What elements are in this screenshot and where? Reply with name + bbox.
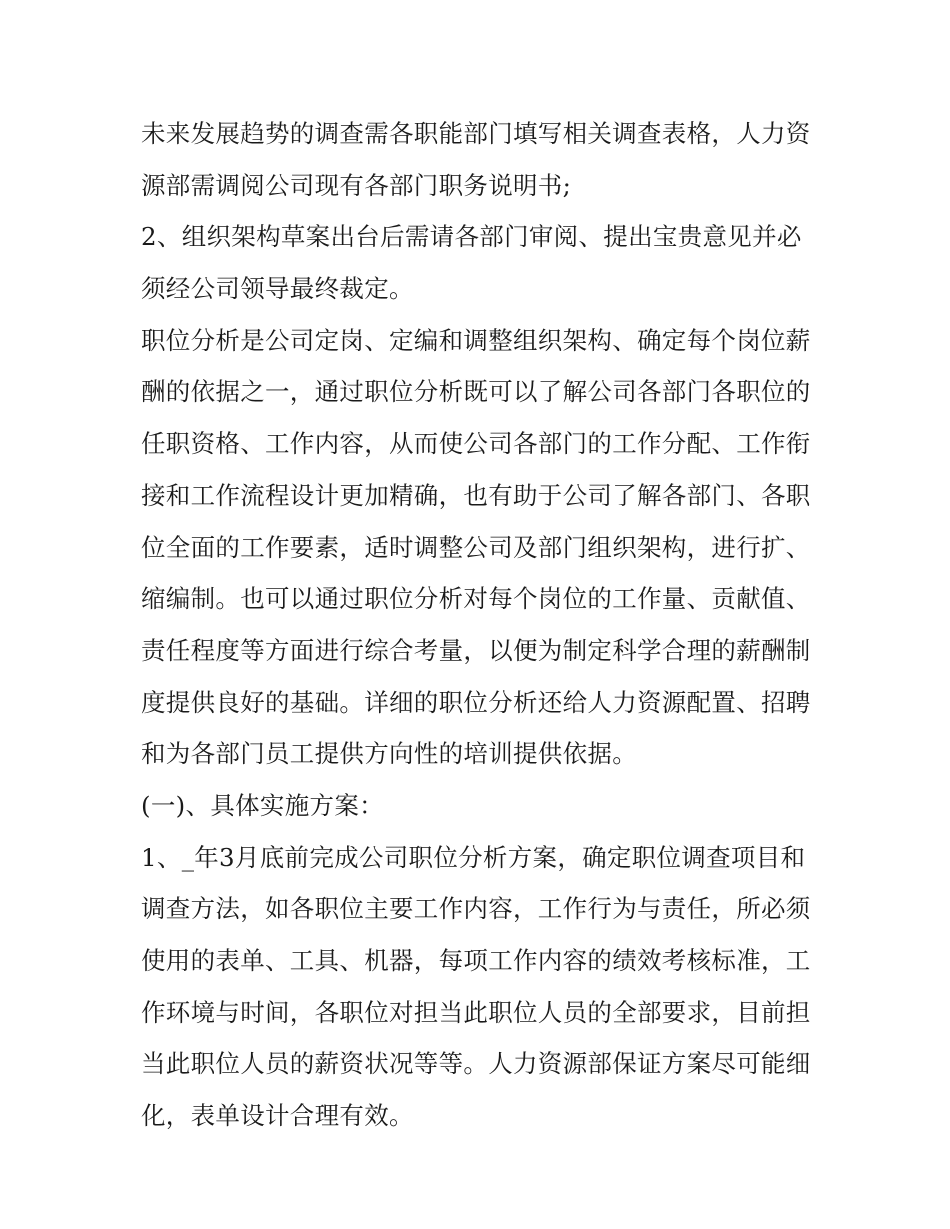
text-line: 任职资格、工作内容，从而使公司各部门的工作分配、工作衔 <box>141 429 811 459</box>
text-line: 未来发展趋势的调查需各职能部门填写相关调查表格，人力资 <box>141 119 811 148</box>
text-line: 接和工作流程设计更加精确，也有助于公司了解各部门、各职 <box>141 480 811 510</box>
text-line: 作环境与时间，各职位对担当此职位人员的全部要求，目前担 <box>141 997 811 1027</box>
text-line: 1、_年3月底前完成公司职位分析方案，确定职位调查项目和 <box>141 842 806 872</box>
text-line: 缩编制。也可以通过职位分析对每个岗位的工作量、贡献值、 <box>141 584 811 614</box>
text-line: 位全面的工作要素，适时调整公司及部门组织架构，进行扩、 <box>141 532 811 562</box>
text-line: 酬的依据之一，通过职位分析既可以了解公司各部门各职位的 <box>141 377 811 407</box>
text-line: 责任程度等方面进行综合考量，以便为制定科学合理的薪酬制 <box>141 635 811 665</box>
section-heading: (一)、具体实施方案： <box>141 790 384 820</box>
text-line: 源部需调阅公司现有各部门职务说明书; <box>141 170 572 200</box>
document-body <box>141 108 821 1142</box>
text-line: 度提供良好的基础。详细的职位分析还给人力资源配置、招聘 <box>141 687 811 717</box>
text-line: 2、组织架构草案出台后需请各部门审阅、提出宝贵意见并必 <box>141 222 802 252</box>
text-line: 须经公司领导最终裁定。 <box>141 274 414 304</box>
text-line: 职位分析是公司定岗、定编和调整组织架构、确定每个岗位薪 <box>141 325 811 355</box>
text-line: 化，表单设计合理有效。 <box>141 1101 414 1131</box>
text-line: 当此职位人员的薪资状况等等。人力资源部保证方案尽可能细 <box>141 1049 811 1079</box>
text-line: 和为各部门员工提供方向性的培训提供依据。 <box>141 739 637 769</box>
text-line: 调查方法，如各职位主要工作内容，工作行为与责任，所必须 <box>141 894 811 924</box>
text-line: 使用的表单、工具、机器，每项工作内容的绩效考核标准，工 <box>141 946 811 975</box>
